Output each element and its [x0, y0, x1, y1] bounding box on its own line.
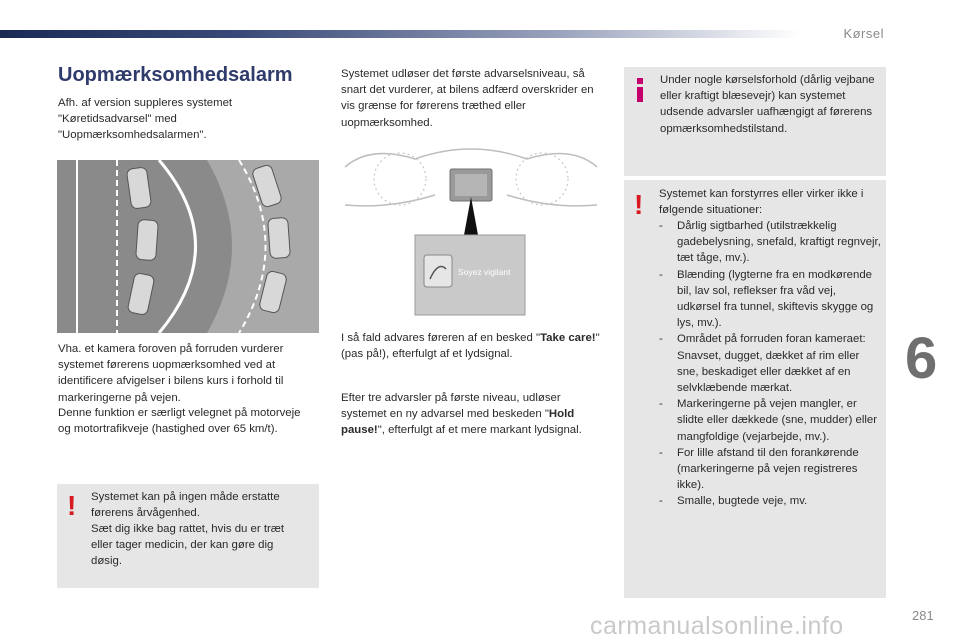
take-care-text: I så fald advares føreren af en besked "Take care!" (pas på!), efterfulgt af et lydsignal.: [341, 332, 600, 361]
body-text: Vha. et kamera foroven på forruden vurderer systemet førerens uopmærksomhed ved at identificere afvigelser i bilens kurs i forhold til markeringerne på vejen.: [58, 343, 284, 404]
conditions-list: [659, 218, 881, 510]
warning-intro-text: Systemet kan forstyrres eller virker ikke i følgende situationer:: [659, 188, 864, 217]
instrument-panel-illustration: [340, 147, 602, 317]
body-text-2: Denne funktion er særligt velegnet på motorveje og motortrafikveje (hastighed over 65 km/t).: [58, 407, 301, 436]
list-item: - For lille afstand til den forankørende (markeringerne på vejen registreres ikke).: [659, 445, 881, 494]
section-title: Kørsel: [843, 26, 884, 41]
list-item: - Markeringerne på vejen mangler, er slidte eller dækkede (sne, mudder) eller mangfoldige (vejarbejde, mv.).: [659, 396, 881, 445]
page-title: Uopmærksomhedsalarm: [58, 64, 293, 86]
warning-text: Systemet kan på ingen måde erstatte førerens årvågenhed.: [91, 491, 280, 520]
hold-pause-text: Efter tre advarsler på første niveau, udløser systemet en ny advarsel med beskeden "Hold pause!", efterfulgt af et mere markant lydsignal.: [341, 392, 582, 437]
exclamation-icon: !: [634, 189, 644, 220]
chapter-number: 6: [905, 326, 938, 391]
list-item: - Blænding (lygterne fra en modkørende bil, lav sol, reflekser fra våd vej, udkørsel fra tunnel, skiftevis skygge og lys, mv.).: [659, 267, 881, 332]
lane-drift-illustration: [57, 160, 319, 333]
list-item: - Smalle, bugtede veje, mv.: [659, 493, 881, 509]
page-number: 281: [912, 608, 934, 623]
info-text: Under nogle kørselsforhold (dårlig vejbane eller kraftigt blæsevejr) kan systemet udsende advarsler uafhængigt af førerens opmærksomhedstilstand.: [660, 74, 875, 135]
intro-text: Afh. af version suppleres systemet "Køretidsadvarsel" med "Uopmærksomhedsalarmen".: [58, 97, 233, 142]
exclamation-icon: !: [67, 490, 77, 521]
level1-text: Systemet udløser det første advarselsniveau, så snart det vurderer, at bilens adfærd overskrider en vis grænse for førerens træthed eller uopmærksomhed.: [341, 68, 594, 129]
info-box: [624, 67, 886, 176]
warning-box-left: [57, 484, 319, 588]
display-message: Soyez vigilant: [458, 267, 511, 277]
list-item: - Dårlig sigtbarhed (utilstrækkelig gadebelysning, snefald, kraftigt regnvejr, tæt tåge, mv.).: [659, 218, 881, 267]
list-item: - Området på forruden foran kameraet: Snavset, dugget, dækket af rim eller sne, beskadiget eller dækket af en selvklæbende mærkat.: [659, 331, 881, 396]
warning-text-2: Sæt dig ikke bag rattet, hvis du er træt eller tager medicin, der kan gøre dig døsig.: [91, 523, 285, 568]
watermark-text: carmanualsonline.info: [590, 612, 844, 640]
header-gradient-bar: [0, 30, 800, 38]
